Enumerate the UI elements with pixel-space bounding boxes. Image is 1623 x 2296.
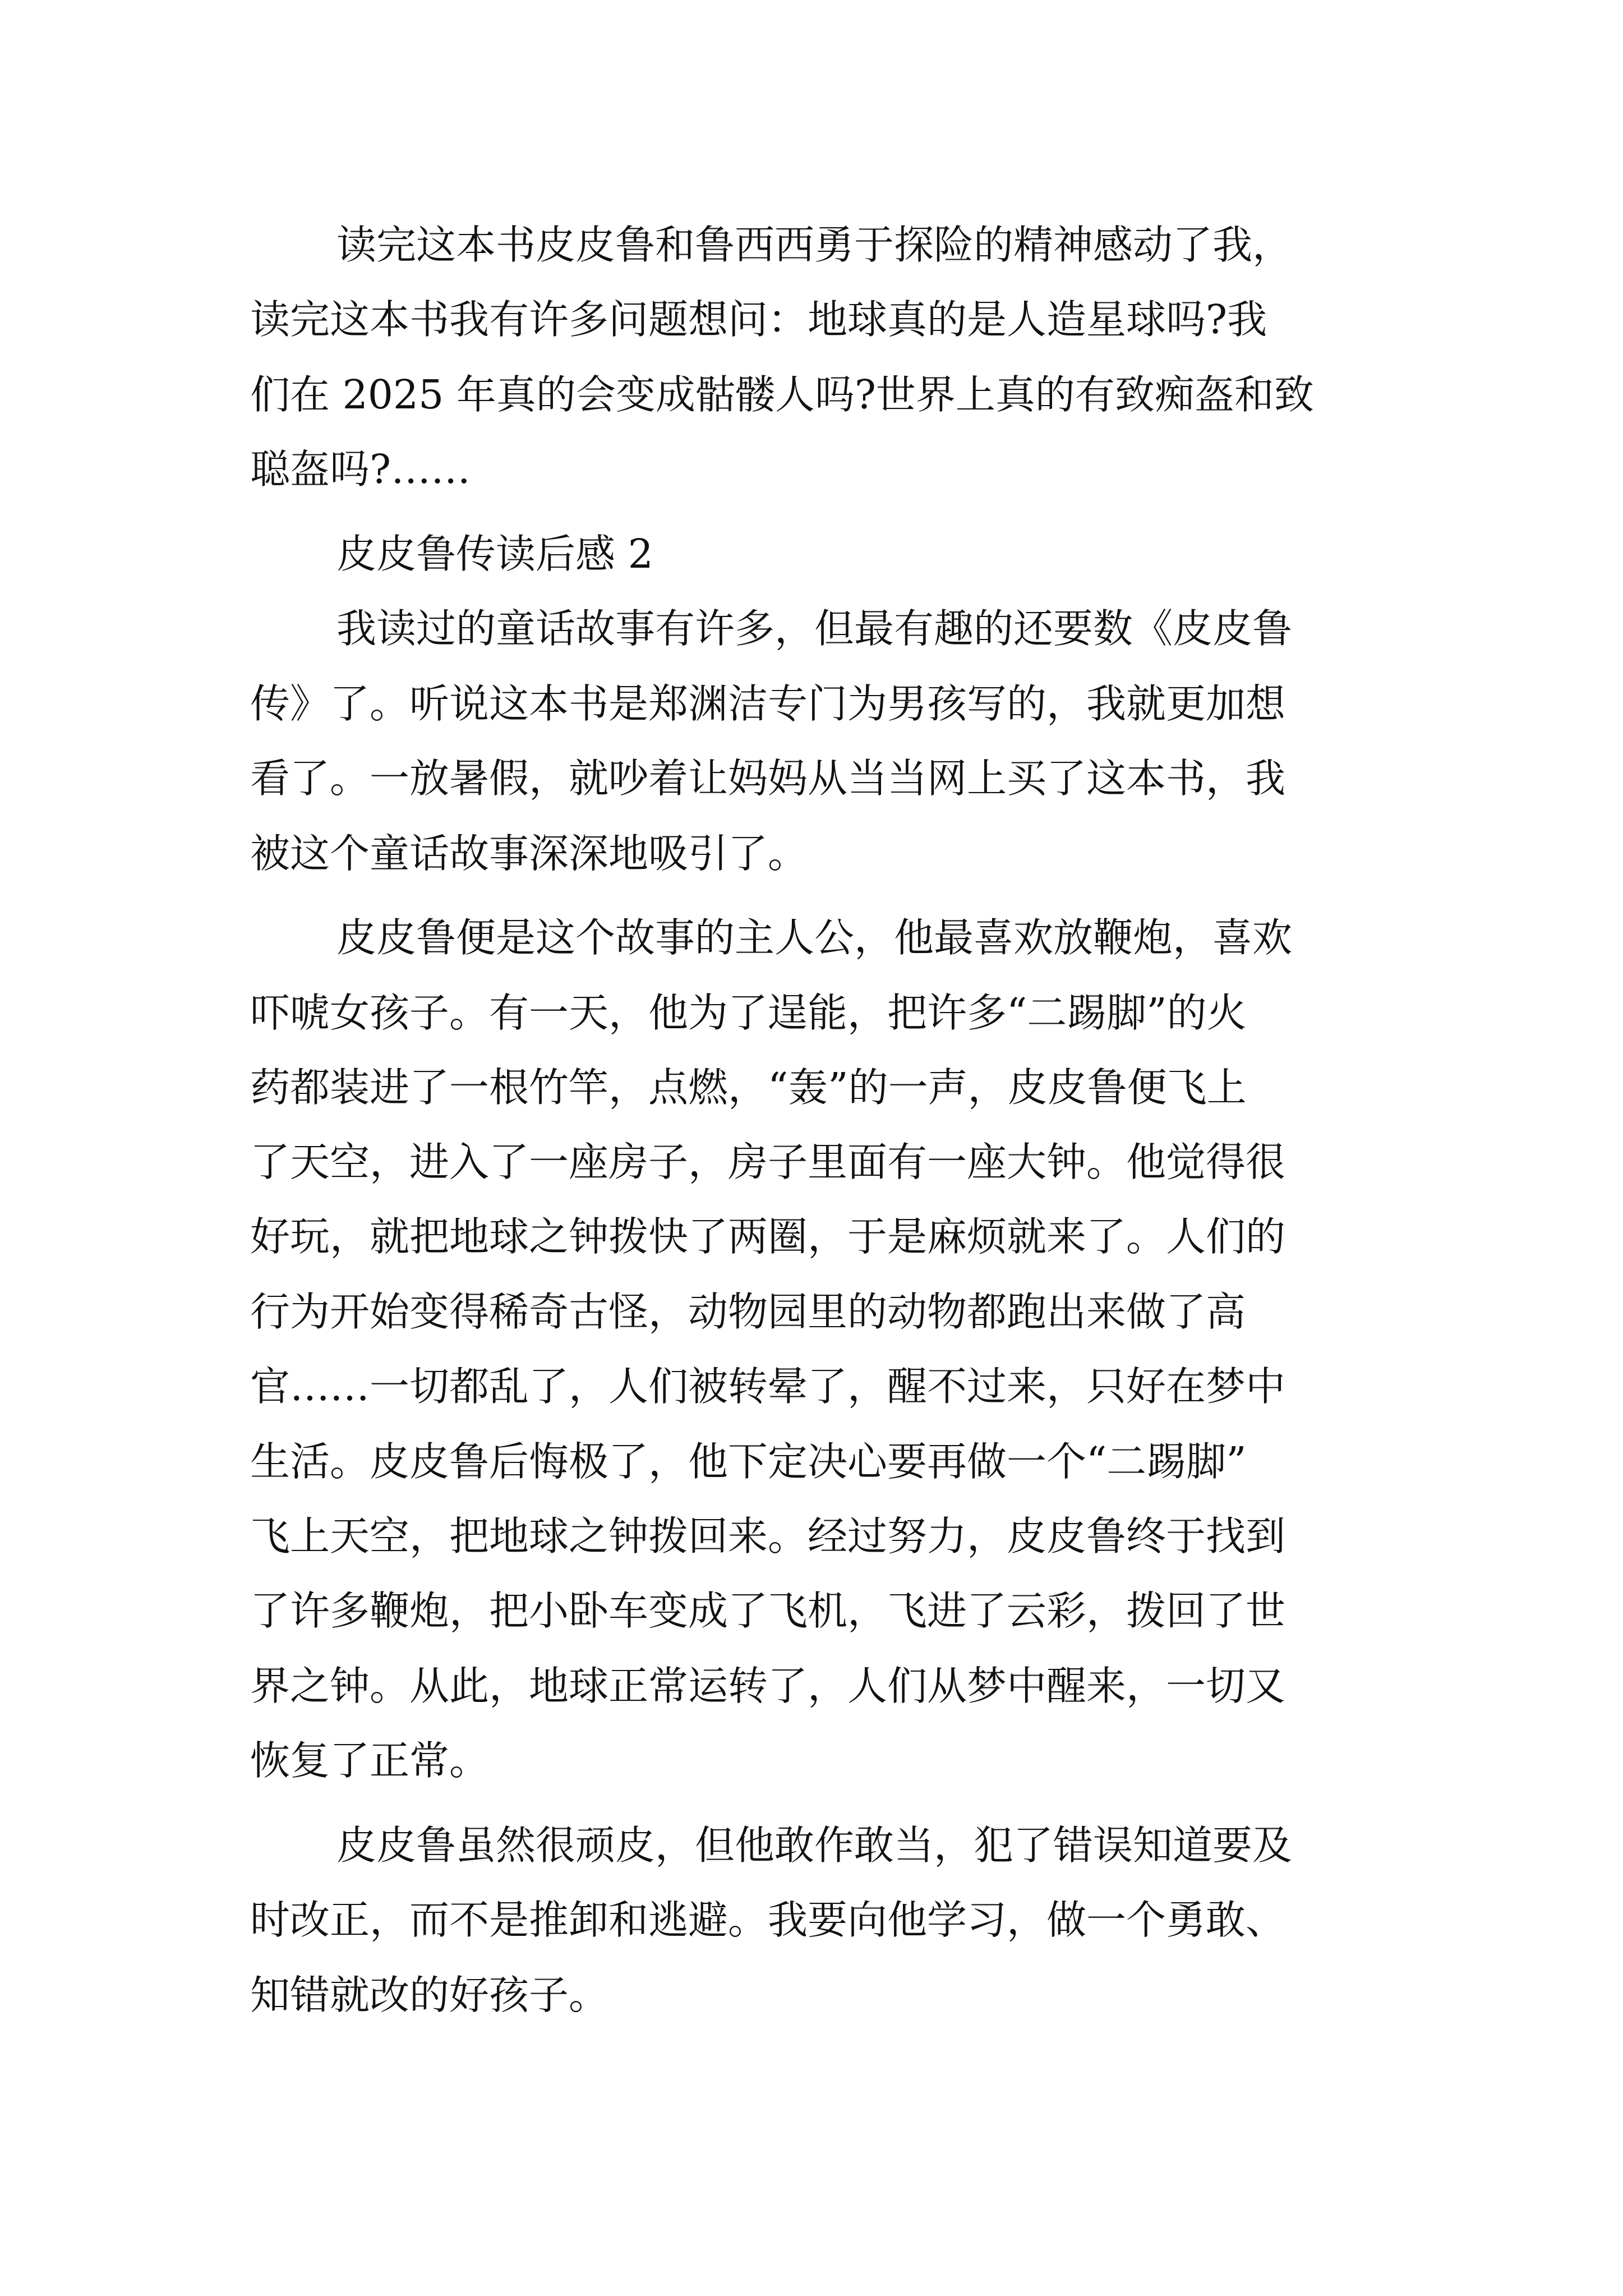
paragraph-4-line-1: 皮皮鲁虽然很顽皮，但他敢作敢当，犯了错误知道要及: [336, 1822, 1293, 1869]
paragraph-2-line-1: 我读过的童话故事有许多，但最有趣的还要数《皮皮鲁: [336, 605, 1293, 652]
paragraph-3-line-10: 了许多鞭炮，把小卧车变成了飞机，飞进了云彩，拨回了世: [250, 1588, 1286, 1634]
section-heading: 皮皮鲁传读后感 2: [336, 531, 653, 577]
paragraph-3-line-5: 好玩，就把地球之钟拨快了两圈，于是麻烦就来了。人们的: [250, 1213, 1286, 1260]
paragraph-3-line-4: 了天空，进入了一座房子，房子里面有一座大钟。他觉得很: [250, 1139, 1286, 1185]
paragraph-1-line-4: 聪盔吗?……: [250, 446, 471, 493]
paragraph-3-line-6: 行为开始变得稀奇古怪，动物园里的动物都跑出来做了高: [250, 1289, 1246, 1335]
paragraph-3-line-12: 恢复了正常。: [250, 1737, 490, 1784]
paragraph-3-line-3: 药都装进了一根竹竿，点燃，“轰”的一声，皮皮鲁便飞上: [250, 1064, 1247, 1111]
paragraph-4-line-3: 知错就改的好孩子。: [250, 1972, 609, 2018]
paragraph-1-line-1: 读完这本书皮皮鲁和鲁西西勇于探险的精神感动了我，: [336, 222, 1293, 268]
paragraph-1-line-3: 们在 2025 年真的会变成骷髅人吗?世界上真的有致痴盔和致: [250, 371, 1314, 418]
paragraph-3-line-11: 界之钟。从此，地球正常运转了，人们从梦中醒来，一切又: [250, 1663, 1286, 1709]
paragraph-3-line-2: 吓唬女孩子。有一天，他为了逞能，把许多“二踢脚”的火: [250, 990, 1247, 1036]
paragraph-2-line-4: 被这个童话故事深深地吸引了。: [250, 830, 808, 877]
paragraph-3-line-7: 官……一切都乱了，人们被转晕了，醒不过来，只好在梦中: [250, 1363, 1286, 1410]
paragraph-3-line-9: 飞上天空，把地球之钟拨回来。经过努力，皮皮鲁终于找到: [250, 1513, 1286, 1559]
paragraph-4-line-2: 时改正，而不是推卸和逃避。我要向他学习，做一个勇敢、: [250, 1897, 1286, 1943]
paragraph-3-line-8: 生活。皮皮鲁后悔极了，他下定决心要再做一个“二踢脚”: [250, 1438, 1247, 1485]
paragraph-2-line-2: 传》了。听说这本书是郑渊洁专门为男孩写的，我就更加想: [250, 680, 1286, 727]
paragraph-2-line-3: 看了。一放暑假，就吵着让妈妈从当当网上买了这本书，我: [250, 755, 1286, 802]
paragraph-1-line-2: 读完这本书我有许多问题想问：地球真的是人造星球吗?我: [250, 296, 1267, 343]
paragraph-3-line-1: 皮皮鲁便是这个故事的主人公，他最喜欢放鞭炮，喜欢: [336, 914, 1293, 961]
